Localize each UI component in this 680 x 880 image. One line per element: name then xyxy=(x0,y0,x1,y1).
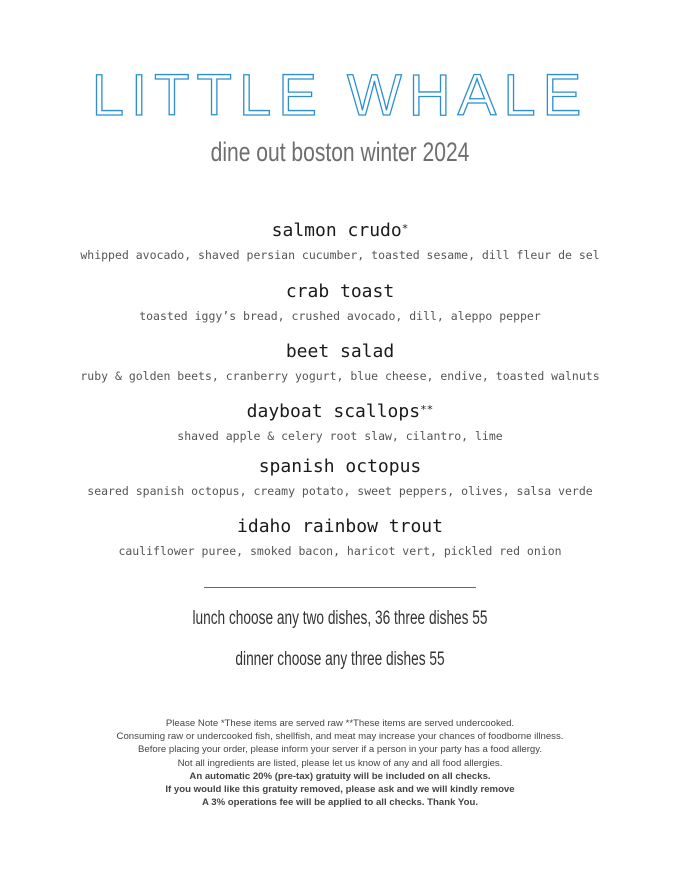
dish-description: ruby & golden beets, cranberry yogurt, blue cheese, endive, toasted walnuts xyxy=(80,369,600,383)
dish-description: seared spanish octopus, creamy potato, sweet peppers, olives, salsa verde xyxy=(87,484,593,498)
dish-name-text: salmon crudo xyxy=(271,220,402,241)
note-line: Please Note *These items are served raw **These items are served undercooked. xyxy=(165,718,515,729)
raw-mark: * xyxy=(401,222,409,235)
restaurant-title: LITTLE WHALE xyxy=(91,63,589,128)
dish-name-text: idaho rainbow trout xyxy=(237,516,443,537)
dish-description: toasted iggy’s bread, crushed avocado, dill, aleppo pepper xyxy=(139,309,541,323)
dish-name-text: beet salad xyxy=(285,341,395,362)
dish-item xyxy=(0,399,680,443)
gratuity-note: An automatic 20% (pre-tax) gratuity will be included on all checks. xyxy=(189,770,491,782)
dish-description: whipped avocado, shaved persian cucumber, toasted sesame, dill fleur de sel xyxy=(80,248,600,262)
gratuity-removal-note: If you would like this gratuity removed, please ask and we will kindly remove xyxy=(165,784,515,796)
dish-name-text: dayboat scallops xyxy=(246,401,421,422)
divider-line xyxy=(204,587,476,588)
dish-name xyxy=(0,279,680,303)
allergy-notes xyxy=(0,717,680,809)
dish-name xyxy=(0,454,680,478)
dish-name xyxy=(0,514,680,538)
undercooked-mark: ** xyxy=(420,403,434,416)
menu-subtitle: dine out boston winter 2024 xyxy=(210,137,470,167)
dinner-pricing: dinner choose any three dishes 55 xyxy=(235,649,445,670)
dish-name xyxy=(0,339,680,363)
dish-name xyxy=(0,218,680,242)
operations-fee-note: A 3% operations fee will be applied to all checks. Thank You. xyxy=(202,797,478,809)
dish-item xyxy=(0,279,680,323)
dish-name xyxy=(0,399,680,423)
dish-item xyxy=(0,514,680,558)
dish-name-text: spanish octopus xyxy=(258,456,422,477)
note-line: Consuming raw or undercooked fish, shellfish, and meat may increase your chances of foodborne illness. xyxy=(116,731,564,743)
note-line: Before placing your order, please inform your server if a person in your party has a food allergy. xyxy=(137,744,543,756)
dish-description: cauliflower puree, smoked bacon, haricot vert, pickled red onion xyxy=(118,544,562,558)
dish-item xyxy=(0,454,680,498)
dish-item xyxy=(0,218,680,262)
dish-item xyxy=(0,339,680,383)
note-line: Not all ingredients are listed, please let us know of any and all food allergies. xyxy=(177,757,503,769)
lunch-pricing: lunch choose any two dishes, 36 three dishes 55 xyxy=(192,608,488,629)
dish-description: shaved apple & celery root slaw, cilantro, lime xyxy=(177,429,503,443)
dish-name-text: crab toast xyxy=(285,281,395,302)
